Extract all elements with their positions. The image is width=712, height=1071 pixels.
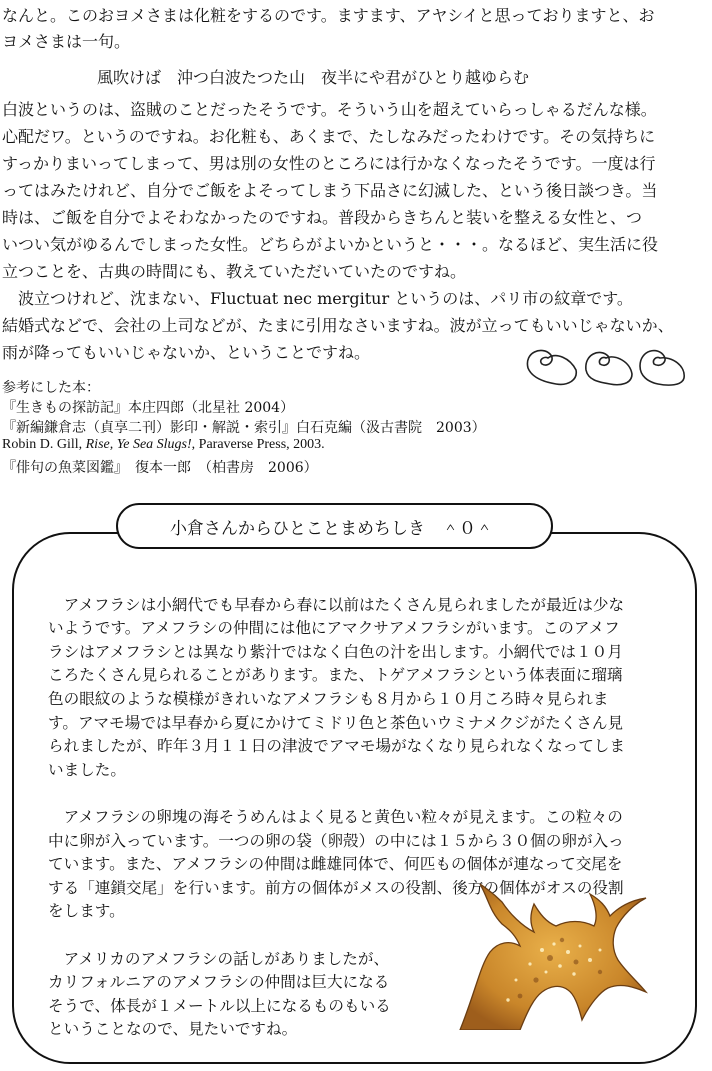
essay-body-line: ってはみたけれど、自分でご飯をよそってしまう下品さに幻滅した、という後日談つき。当: [2, 181, 658, 200]
wave-doodle-icon: [520, 340, 690, 390]
trivia-line: する「連鎖交尾」を行います。前方の個体がメスの役割、後方の個体がオスの役割: [48, 879, 624, 897]
reference-item: 『新編鎌倉志（貞享二刊）影印・解説・索引』白石克編（汲古書院 2003）: [2, 420, 486, 436]
trivia-line: いようです。アメフラシの仲間には他にアマクサアメフラシがいます。このアメフ: [48, 619, 620, 637]
reference-item-english: Robin D. Gill, Rise, Ye Sea Slugs!, Paraverse Press, 2003.: [2, 437, 325, 452]
essay-body-line: 時は、ご飯を自分でよそわなかったのですね。普段からきちんと装いを整える女性と、つ: [2, 208, 643, 227]
poem: 風吹けば 沖つ白波たつた山 夜半にや君がひとり越ゆらむ: [97, 68, 530, 87]
reference-item: 『生きもの探訪記』本庄四郎（北星社 2004）: [2, 400, 295, 416]
trivia-line: ということなので、見たいですね。: [48, 1020, 298, 1038]
essay-body-line: 白波というのは、盗賊のことだったそうです。そういう山を超えていらっしゃるだんな様。: [2, 100, 657, 119]
essay-line: なんと。このおヨメさまは化粧をするのです。ますます、アヤシイと思っておりますと、お: [2, 6, 655, 25]
trivia-line: アメフラシは小網代でも早春から春に以前はたくさん見られましたが最近は少な: [48, 596, 625, 614]
essay-body-line: 波立つけれど、沈まない、Fluctuat nec mergitur というのは、パリ市の紋章です。: [2, 289, 633, 308]
trivia-line: 中に卵が入っています。一つの卵の袋（卵殻）の中には１５から３０個の卵が入っ: [48, 832, 624, 850]
trivia-line: をします。: [48, 902, 125, 920]
essay-body-line: いつい気がゆるんでしまった女性。どちらがよいかというと・・・。なるほど、実生活に役: [2, 235, 659, 254]
essay-body-line: 心配だワ。というのですね。お化粧も、あくまで、たしなみだったわけです。その気持ちに: [2, 127, 656, 146]
trivia-line: 色の眼紋のような模様がきれいなアメフラシも８月から１０月ころ時々見られま: [48, 690, 609, 708]
trivia-line: いました。: [48, 761, 126, 779]
trivia-line: そうで、体長が１メートル以上になるものもいる: [48, 997, 391, 1015]
trivia-line: アメフラシの卵塊の海そうめんはよく見ると黄色い粒々が見えます。この粒々の: [48, 808, 623, 826]
essay-body-line: 立つことを、古典の時間にも、教えていただいていたのですね。: [2, 262, 467, 281]
trivia-line: ています。また、アメフラシの仲間は雌雄同体で、何匹もの個体が連なって交尾を: [48, 855, 623, 873]
trivia-line: アメリカのアメフラシの話しがありましたが、: [48, 950, 390, 968]
essay-body-line: 雨が降ってもいいじゃないか、ということですね。: [2, 343, 371, 362]
sea-hare-illustration-icon: [450, 880, 665, 1030]
trivia-line: ラシはアメフラシとは異なり紫汁ではなく白色の汁を出します。小網代では１０月: [48, 643, 623, 661]
references-heading: 参考にした本：: [2, 380, 100, 396]
trivia-line: す。アマモ場では早春から夏にかけてミドリ色と茶色いウミナメクジがたくさん見: [48, 714, 624, 732]
trivia-line: カリフォルニアのアメフラシの仲間は巨大になる: [48, 973, 390, 991]
essay-body-line: すっかりまいってしまって、男は別の女性のところには行かなくなったそうです。一度は行: [2, 154, 656, 173]
trivia-box-title: 小倉さんからひとことまめちしき ＾０＾: [116, 503, 553, 549]
essay-body-line: 結婚式などで、会社の上司などが、たまに引用なさいますね。波が立ってもいいじゃないか、: [2, 316, 674, 335]
trivia-line: ころたくさん見られることがあります。また、トゲアメフラシという体表面に瑠璃: [48, 666, 623, 684]
reference-item: 『俳句の魚菜図鑑』 復本一郎 （柏書房 2006）: [2, 460, 318, 476]
essay-line: ヨメさまは一句。: [2, 32, 131, 51]
trivia-line: られましたが、昨年３月１１日の津波でアマモ場がなくなり見られなくなってしま: [48, 737, 625, 755]
